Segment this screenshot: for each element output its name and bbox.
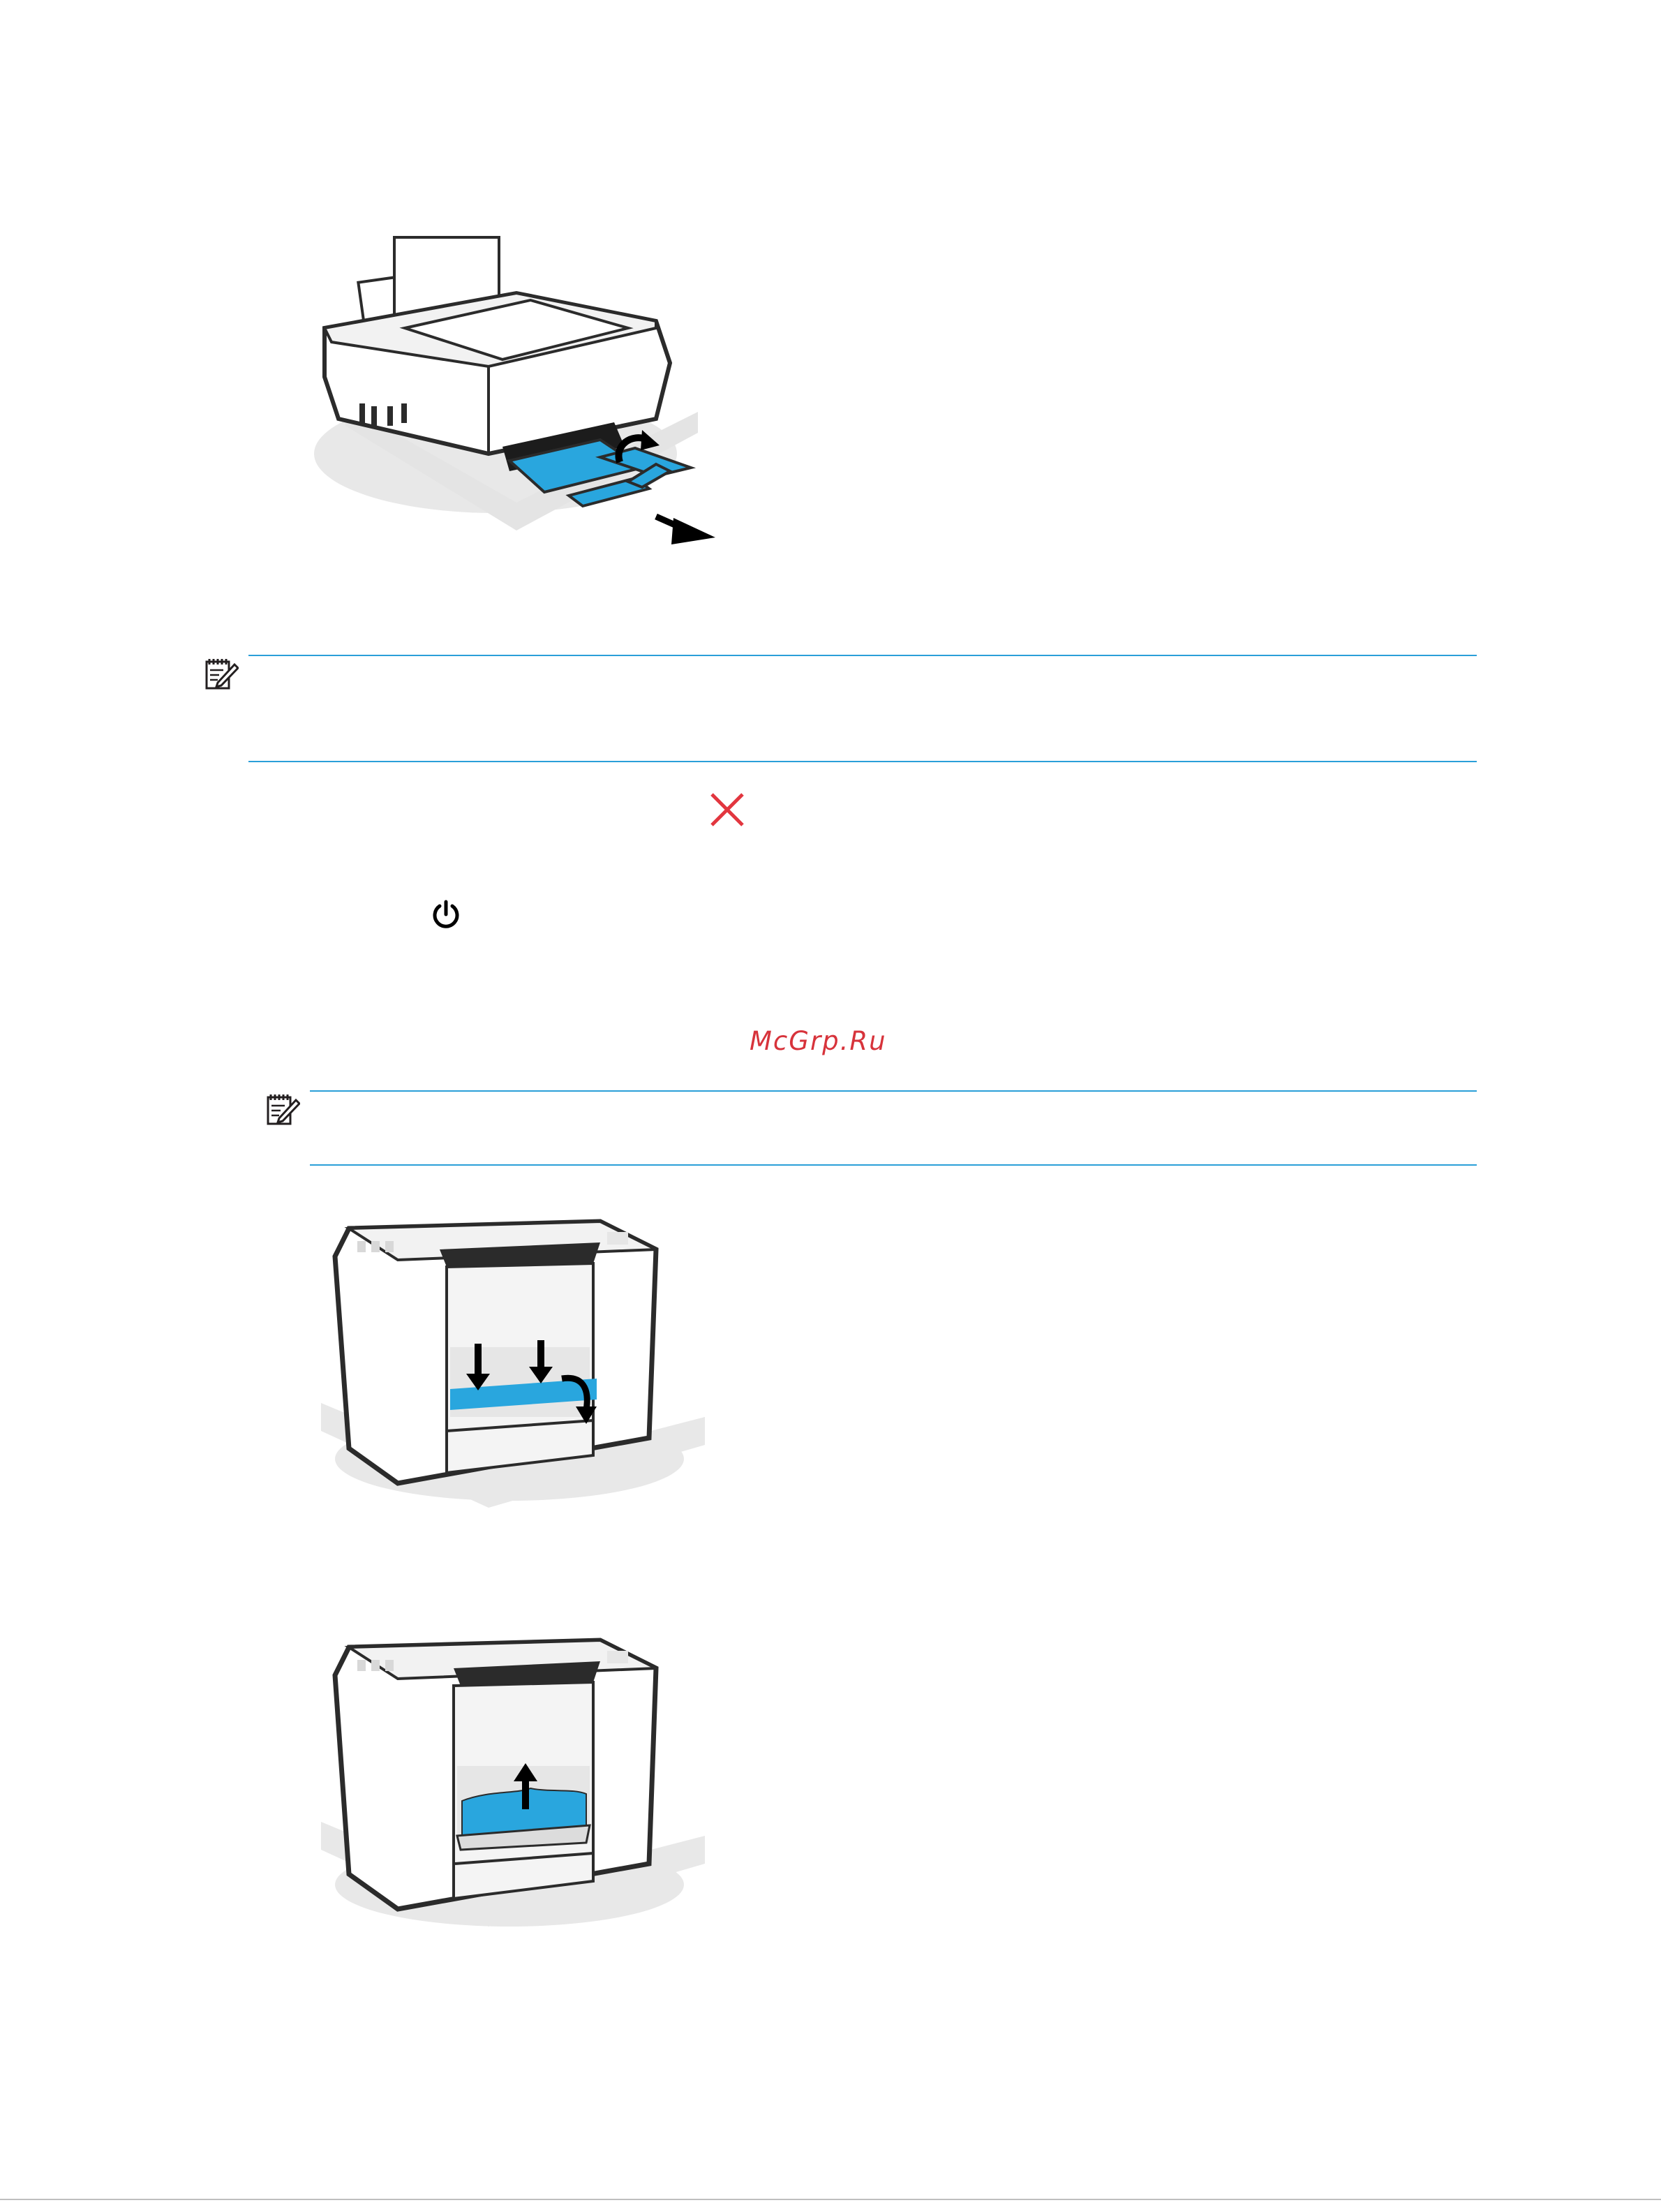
note-top-rule-2 [310,1090,1477,1092]
power-icon [430,899,462,931]
cancel-x-icon [708,790,747,829]
printer-rear-remove-paper-illustration [307,1626,712,1954]
page-footer-rule [0,2199,1661,2200]
printer-output-tray-illustration [307,223,740,558]
note-bottom-rule-2 [310,1164,1477,1166]
watermark: McGrp.Ru [750,1026,887,1056]
note-icon [265,1092,300,1127]
note-bottom-rule [248,761,1477,762]
note-icon [204,656,239,691]
note-top-rule [248,655,1477,656]
printer-rear-pull-paper-illustration [307,1208,712,1522]
